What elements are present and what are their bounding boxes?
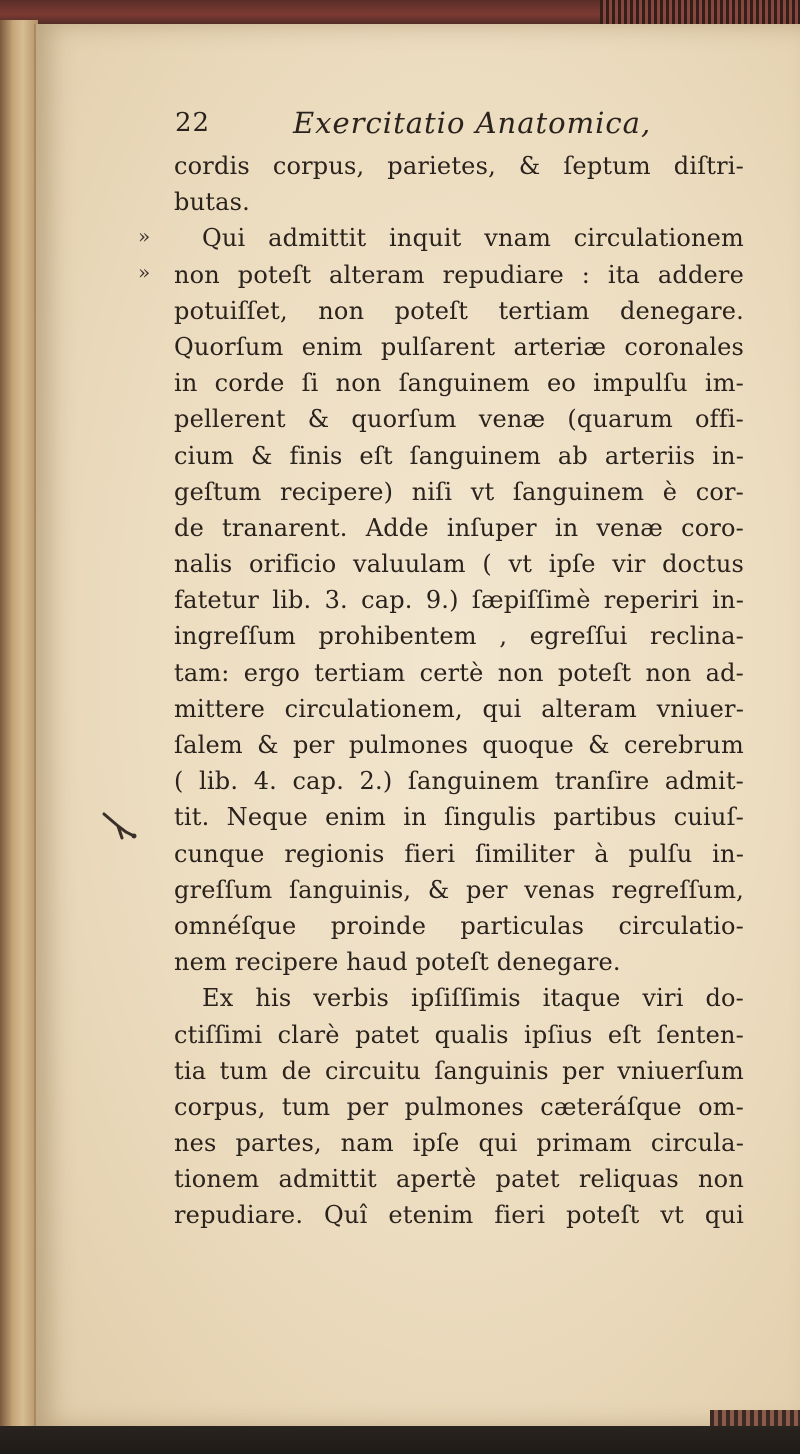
text-line: ( lib. 4. cap. 2.) ſanguinem tranſire admit- — [174, 767, 744, 796]
text-line: ctiſſimi clarè patet qualis ipſius eſt ſenten- — [174, 1020, 744, 1049]
text-line: repudiare. Quî etenim fieri poteſt vt qui — [174, 1201, 744, 1230]
text-line: tionem admittit apertè patet reliquas non — [174, 1165, 744, 1194]
text-line: non poteſt alteram repudiare : ita addere — [174, 260, 744, 289]
text-line: cunque regionis fieri ſimiliter à pulſu in- — [174, 839, 744, 868]
page-number: 22 — [175, 108, 211, 138]
text-line: nes partes, nam ipſe qui primam circula- — [174, 1129, 744, 1158]
text-line: cium & finis eſt ſanguinem ab arteriis in- — [174, 441, 744, 470]
margin-quote-mark: » — [138, 260, 151, 284]
text-line: cordis corpus, parietes, & ſeptum diſtri- — [174, 152, 744, 180]
text-line: geſtum recipere) niſi vt ſanguinem è cor- — [174, 477, 744, 506]
text-line: omnéſque proinde particulas circulatio- — [174, 911, 744, 940]
text-line: pellerent & quorſum venæ (quarum offi- — [174, 405, 744, 434]
text-line: Quorſum enim pulſarent arteriæ coronales — [174, 332, 744, 361]
text-line: mittere circulationem, qui alteram vniuer- — [174, 694, 744, 723]
text-line: fatetur lib. 3. cap. 9.) ſæpiſſimè reperiri in- — [174, 586, 744, 615]
text-line: Qui admittit inquit vnam circulationem — [202, 224, 744, 253]
bookmark-ribbon — [600, 0, 800, 26]
text-line: tia tum de circuitu ſanguinis per vniuerſum — [174, 1056, 744, 1085]
book-bottom-edge — [0, 1426, 800, 1454]
text-line: corpus, tum per pulmones cæteráſque om- — [174, 1092, 744, 1121]
text-line: butas. — [174, 188, 250, 217]
text-line: greſſum ſanguinis, & per venas regreſſum, — [174, 875, 744, 904]
text-line: nem recipere haud poteſt denegare. — [174, 948, 621, 977]
text-line: tit. Neque enim in ſingulis partibus cuiuſ- — [174, 803, 744, 832]
text-line: potuiſſet, non poteſt tertiam denegare. — [174, 296, 744, 325]
body-text — [174, 148, 744, 1234]
margin-quote-mark: » — [138, 224, 151, 248]
text-line: tam: ergo tertiam certè non poteſt non ad- — [174, 658, 744, 687]
text-line: de tranarent. Adde inſuper in venæ coro- — [174, 513, 744, 542]
book-binding — [0, 20, 38, 1430]
text-line: nalis orificio valuulam ( vt ipſe vir doctus — [174, 550, 744, 579]
text-line: Ex his verbis ipſiſſimis itaque viri do- — [202, 984, 744, 1013]
running-title: Exercitatio Anatomica, — [293, 106, 652, 140]
page-header — [175, 108, 695, 148]
manicule-icon — [100, 808, 140, 848]
text-line: in corde ſi non ſanguinem eo impulſu im- — [174, 369, 744, 398]
text-line: ingreſſum prohibentem , egreſſui reclina- — [174, 622, 744, 651]
bottom-ornament — [710, 1410, 800, 1426]
text-line: ſalem & per pulmones quoque & cerebrum — [174, 731, 744, 759]
